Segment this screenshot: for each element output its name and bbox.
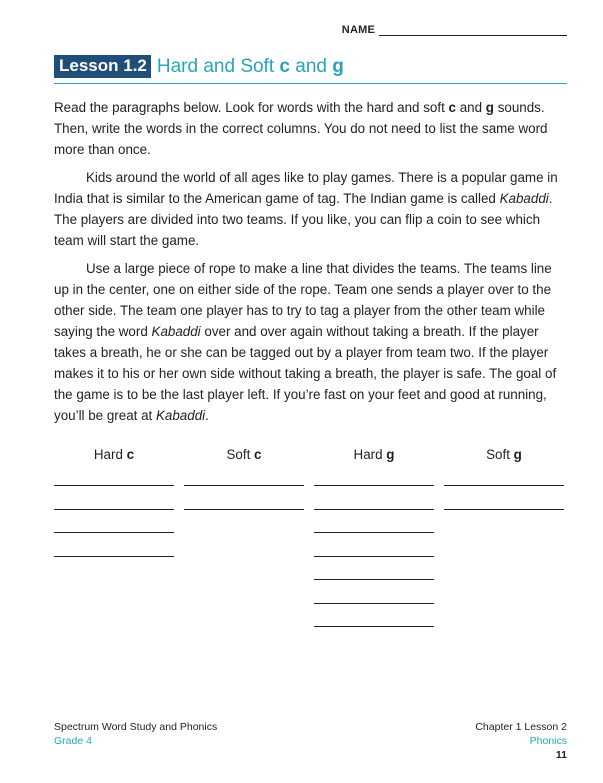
page-number: 11 <box>555 749 567 761</box>
column-header-soft-g <box>444 447 564 462</box>
column-header-label: Hard <box>353 447 387 462</box>
paragraph2-kabaddi-2: Kabaddi <box>155 408 206 423</box>
answer-line-hard-c[interactable] <box>54 485 174 486</box>
instructions-paragraph <box>54 97 567 160</box>
answer-line-hard-g[interactable] <box>314 532 434 533</box>
instructions-text-1: Read the paragraphs below. Look for words with the hard and soft <box>54 100 449 115</box>
paragraph1-kabaddi: Kabaddi <box>499 191 549 206</box>
column-header-label: Soft <box>226 447 255 462</box>
instructions-letter-g: g <box>485 100 494 115</box>
column-header-letter: c <box>254 447 262 462</box>
paragraph2-text-1: Use a large piece of rope to make a line that divides the teams. The teams line up in the center, one on either side of the rope. Team one sends a player over to the other side. The team one player has to try to tag a player from the other team while saying the word <box>54 261 552 339</box>
answer-line-hard-g[interactable] <box>314 603 434 604</box>
instructions-letter-c: c <box>448 100 456 115</box>
name-field <box>342 24 567 36</box>
answer-line-hard-g[interactable] <box>314 509 434 510</box>
answer-line-hard-g[interactable] <box>314 579 434 580</box>
column-header-hard-c <box>54 447 174 462</box>
column-header-label: Soft <box>486 447 514 462</box>
heading-prefix: Hard and Soft <box>156 55 280 77</box>
answer-line-soft-c[interactable] <box>184 485 304 486</box>
instructions-text-3: sounds. Then, write the words in the correct columns. You do not need to list the same word more than once. <box>54 100 548 157</box>
heading-letter-c: c <box>279 55 290 77</box>
story-paragraph-1 <box>54 167 567 251</box>
heading-letter-g: g <box>332 55 344 77</box>
answer-line-hard-g[interactable] <box>314 626 434 627</box>
instructions-text-2: and <box>455 100 486 115</box>
answer-line-hard-c[interactable] <box>54 532 174 533</box>
column-header-letter: c <box>126 447 135 462</box>
answer-line-soft-g[interactable] <box>444 485 564 486</box>
answer-line-hard-g[interactable] <box>314 485 434 486</box>
story-paragraph-2 <box>54 258 567 426</box>
lesson-number-badge: Lesson 1.2 <box>54 55 151 78</box>
answer-line-hard-g[interactable] <box>314 556 434 557</box>
column-header-letter: g <box>386 447 395 462</box>
answer-line-hard-c[interactable] <box>54 556 174 557</box>
name-blank-line[interactable] <box>379 26 567 36</box>
footer-right <box>475 720 567 748</box>
heading-joiner: and <box>289 55 333 77</box>
paragraph1-text-2: . The players are divided into two teams. If you like, you can flip a coin to see which team will start the game. <box>54 191 553 248</box>
subject-label: Phonics <box>529 735 567 747</box>
answer-line-soft-g[interactable] <box>444 509 564 510</box>
chapter-label: Chapter 1 Lesson 2 <box>475 721 567 733</box>
paragraph2-text-3: . <box>205 408 209 423</box>
column-header-label: Hard <box>93 447 127 462</box>
grade-label: Grade 4 <box>54 735 92 747</box>
column-header-letter: g <box>513 447 522 462</box>
lesson-title <box>54 55 344 78</box>
answer-line-soft-c[interactable] <box>184 509 304 510</box>
name-label: NAME <box>341 24 375 36</box>
paragraph2-kabaddi-1: Kabaddi <box>151 324 201 339</box>
column-header-soft-c <box>184 447 304 462</box>
answer-line-hard-c[interactable] <box>54 509 174 510</box>
book-title: Spectrum Word Study and Phonics <box>54 721 218 733</box>
paragraph2-text-2: over and over again without taking a breath. If the player takes a breath, he or she can be tagged out by a player from team two. If the player makes it to his or her own side without taking a breath, the player is safe. The goal of the game is to be the last player left. If you’re fast on your feet and good at running, you’ll be great at <box>54 324 557 423</box>
paragraph1-text-1: Kids around the world of all ages like to play games. There is a popular game in India that is similar to the American game of tag. The Indian game is called <box>54 170 558 206</box>
footer-left <box>54 720 217 748</box>
lesson-heading <box>157 57 344 77</box>
title-divider <box>54 83 567 84</box>
column-header-hard-g <box>314 447 434 462</box>
